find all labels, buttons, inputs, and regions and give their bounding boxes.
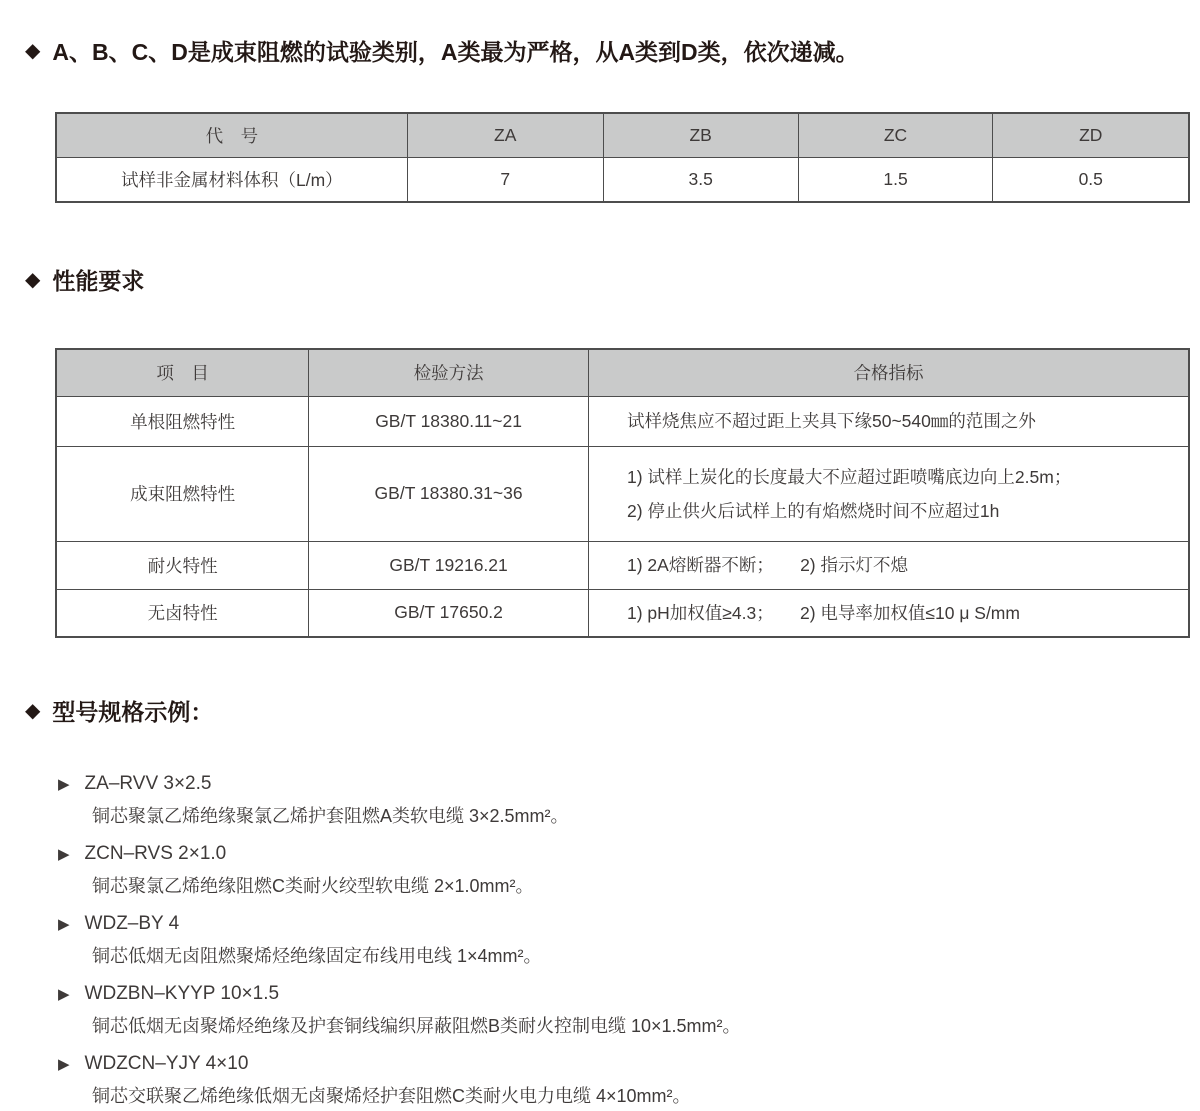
triangle-bullet-icon: ▶ [58, 775, 70, 793]
example-code-line [58, 773, 1200, 795]
code-volume-table [55, 112, 1190, 203]
triangle-bullet-icon: ▶ [58, 1055, 70, 1073]
item-cell: 无卤特性 [56, 589, 309, 637]
item-cell: 耐火特性 [56, 541, 309, 589]
table-row [56, 541, 1189, 589]
triangle-bullet-icon: ▶ [58, 985, 70, 1003]
spec-examples-heading-text: 型号规格示例： [52, 699, 214, 725]
header-cell-za: ZA [407, 113, 603, 157]
item-cell: 单根阻燃特性 [56, 396, 309, 446]
header-cell-criteria: 合格指标 [589, 349, 1190, 396]
performance-heading [25, 263, 1200, 296]
method-cell: GB/T 18380.11~21 [309, 396, 589, 446]
method-cell: GB/T 17650.2 [309, 589, 589, 637]
method-cell: GB/T 18380.31~36 [309, 446, 589, 541]
header-cell-item: 项 目 [56, 349, 309, 396]
example-description: 铜芯交联聚乙烯绝缘低烟无卤聚烯烃护套阻燃C类耐火电力电缆 4×10mm²。 [92, 1086, 691, 1106]
intro-heading-text: A、B、C、D是成束阻燃的试验类别，A类最为严格，从A类到D类，依次递减。 [52, 39, 859, 65]
row-label-cell: 试样非金属材料体积（L/m） [56, 157, 407, 202]
list-item [58, 1053, 1200, 1108]
example-code: WDZBN–KYYP 10×1.5 [84, 983, 280, 1004]
list-item [58, 843, 1200, 898]
example-code-line [58, 983, 1200, 1005]
header-cell-zb: ZB [603, 113, 798, 157]
criteria-cell [589, 446, 1190, 541]
header-cell-zc: ZC [798, 113, 993, 157]
example-description: 铜芯低烟无卤阻燃聚烯烃绝缘固定布线用电线 1×4mm²。 [92, 946, 542, 966]
example-description: 铜芯聚氯乙烯绝缘聚氯乙烯护套阻燃A类软电缆 3×2.5mm²。 [92, 806, 569, 826]
table-row [56, 157, 1189, 202]
table-row [56, 589, 1189, 637]
performance-heading-text: 性能要求 [52, 268, 145, 294]
value-cell: 3.5 [603, 157, 798, 202]
example-code: ZCN–RVS 2×1.0 [84, 843, 227, 864]
example-code-line [58, 913, 1200, 935]
example-code-line [58, 1053, 1200, 1075]
table-header-row [56, 349, 1189, 396]
examples-list [58, 773, 1200, 1108]
triangle-bullet-icon: ▶ [58, 915, 70, 933]
intro-heading [25, 34, 1200, 67]
item-cell: 成束阻燃特性 [56, 446, 309, 541]
table-header-row [56, 113, 1189, 157]
header-cell-method: 检验方法 [309, 349, 589, 396]
table-row [56, 446, 1189, 541]
diamond-bullet-icon: ◆ [25, 39, 41, 62]
criteria-line: 1) 试样上炭化的长度最大不应超过距喷嘴底边向上2.5m； [627, 466, 1072, 487]
value-cell: 7 [407, 157, 603, 202]
example-code-line [58, 843, 1200, 865]
method-cell: GB/T 19216.21 [309, 541, 589, 589]
header-cell-zd: ZD [993, 113, 1189, 157]
criteria-line: 1) 2A熔断器不断； 2) 指示灯不熄 [627, 555, 908, 575]
example-code: WDZ–BY 4 [84, 913, 180, 934]
criteria-line: 1) pH加权值≥4.3； 2) 电导率加权值≤10 μ S/mm [627, 602, 1020, 623]
criteria-cell [589, 541, 1190, 589]
example-description: 铜芯聚氯乙烯绝缘阻燃C类耐火绞型软电缆 2×1.0mm²。 [92, 876, 534, 896]
list-item [58, 913, 1200, 968]
table-row [56, 396, 1189, 446]
criteria-line: 2) 停止供火后试样上的有焰燃烧时间不应超过1h [627, 500, 1000, 521]
header-cell-code: 代 号 [56, 113, 407, 157]
diamond-bullet-icon: ◆ [25, 268, 41, 291]
diamond-bullet-icon: ◆ [25, 699, 41, 722]
spec-examples-heading [25, 694, 1200, 727]
criteria-cell [589, 396, 1190, 446]
list-item [58, 773, 1200, 828]
example-description: 铜芯低烟无卤聚烯烃绝缘及护套铜线编织屏蔽阻燃B类耐火控制电缆 10×1.5mm²。 [92, 1016, 741, 1036]
triangle-bullet-icon: ▶ [58, 845, 70, 863]
criteria-cell [589, 589, 1190, 637]
example-code: ZA–RVV 3×2.5 [84, 773, 212, 794]
list-item [58, 983, 1200, 1038]
example-code: WDZCN–YJY 4×10 [84, 1053, 249, 1074]
value-cell: 1.5 [798, 157, 993, 202]
performance-table [55, 348, 1190, 638]
criteria-line: 试样烧焦应不超过距上夹具下缘50~540㎜的范围之外 [627, 411, 1036, 431]
value-cell: 0.5 [993, 157, 1189, 202]
